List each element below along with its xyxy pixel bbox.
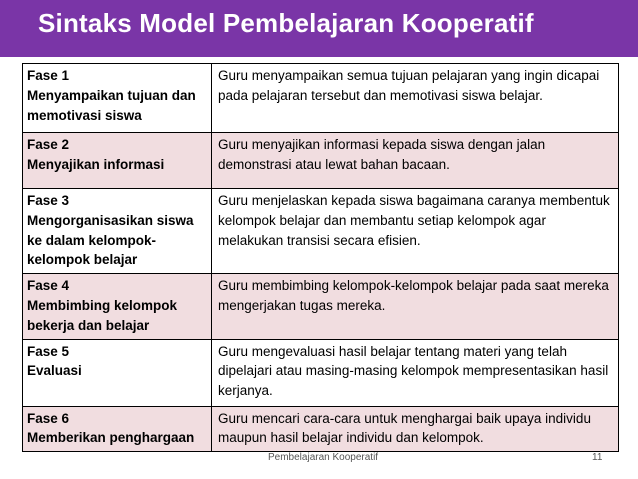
phase-name: Menyampaikan tujuan dan memotivasi siswa [27,87,196,123]
phase-cell [23,406,212,452]
phase-name: Menyajikan informasi [27,156,165,172]
phase-cell [23,189,212,274]
title-bar [0,0,638,57]
phase-name: Mengorganisasikan siswa ke dalam kelompok-kelompok belajar [27,212,194,268]
description-cell [212,339,619,406]
syntax-table [22,63,619,452]
description-cell [212,406,619,452]
phase-number: Fase 2 [27,137,70,152]
phase-number: Fase 4 [27,278,70,294]
description-cell [212,64,619,133]
table-row [23,274,619,339]
phase-description: Guru menjelaskan kepada siswa bagaimana caranya membentuk kelompok belajar dan membantu setiap kelompok agar melakukan transisi secara efisien. [218,193,610,248]
slide-title: Sintaks Model Pembelajaran Kooperatif [38,8,534,38]
table-row [23,339,619,406]
phase-name: Membimbing kelompok bekerja dan belajar [27,297,178,333]
footer-text: Pembelajaran Kooperatif [268,452,379,463]
description-cell [212,133,619,189]
phase-number: Fase 6 [27,410,70,426]
phase-number: Fase 5 [27,343,70,359]
phase-description: Guru menyajikan informasi kepada siswa dengan jalan demonstrasi atau lewat bahan bacaan. [218,137,546,172]
phase-description: Guru menyampaikan semua tujuan pelajaran yang ingin dicapai pada pelajaran tersebut dan memotivasi siswa belajar. [218,68,600,103]
page-number: 11 [592,452,603,463]
phase-cell [23,274,212,339]
phase-description: Guru membimbing kelompok-kelompok belajar pada saat mereka mengerjakan tugas mereka. [218,278,609,313]
description-cell [212,274,619,339]
phase-description: Guru mengevaluasi hasil belajar tentang materi yang telah dipelajari atau masing-masing kelompok mempresentasikan hasil kerjanya. [218,343,609,399]
phase-name: Evaluasi [27,363,82,379]
phase-description: Guru mencari cara-cara untuk menghargai baik upaya individu maupun hasil belajar individu dan kelompok. [218,410,591,446]
table-row [23,64,619,133]
table-row [23,133,619,189]
description-cell [212,189,619,274]
table-row [23,406,619,452]
table-row [23,189,619,274]
slide-footer [0,450,638,466]
phase-cell [23,64,212,133]
phase-number: Fase 3 [27,193,70,208]
phase-cell [23,133,212,189]
phase-number: Fase 1 [27,68,70,83]
phase-cell [23,339,212,406]
phase-name: Memberikan penghargaan [27,430,195,446]
